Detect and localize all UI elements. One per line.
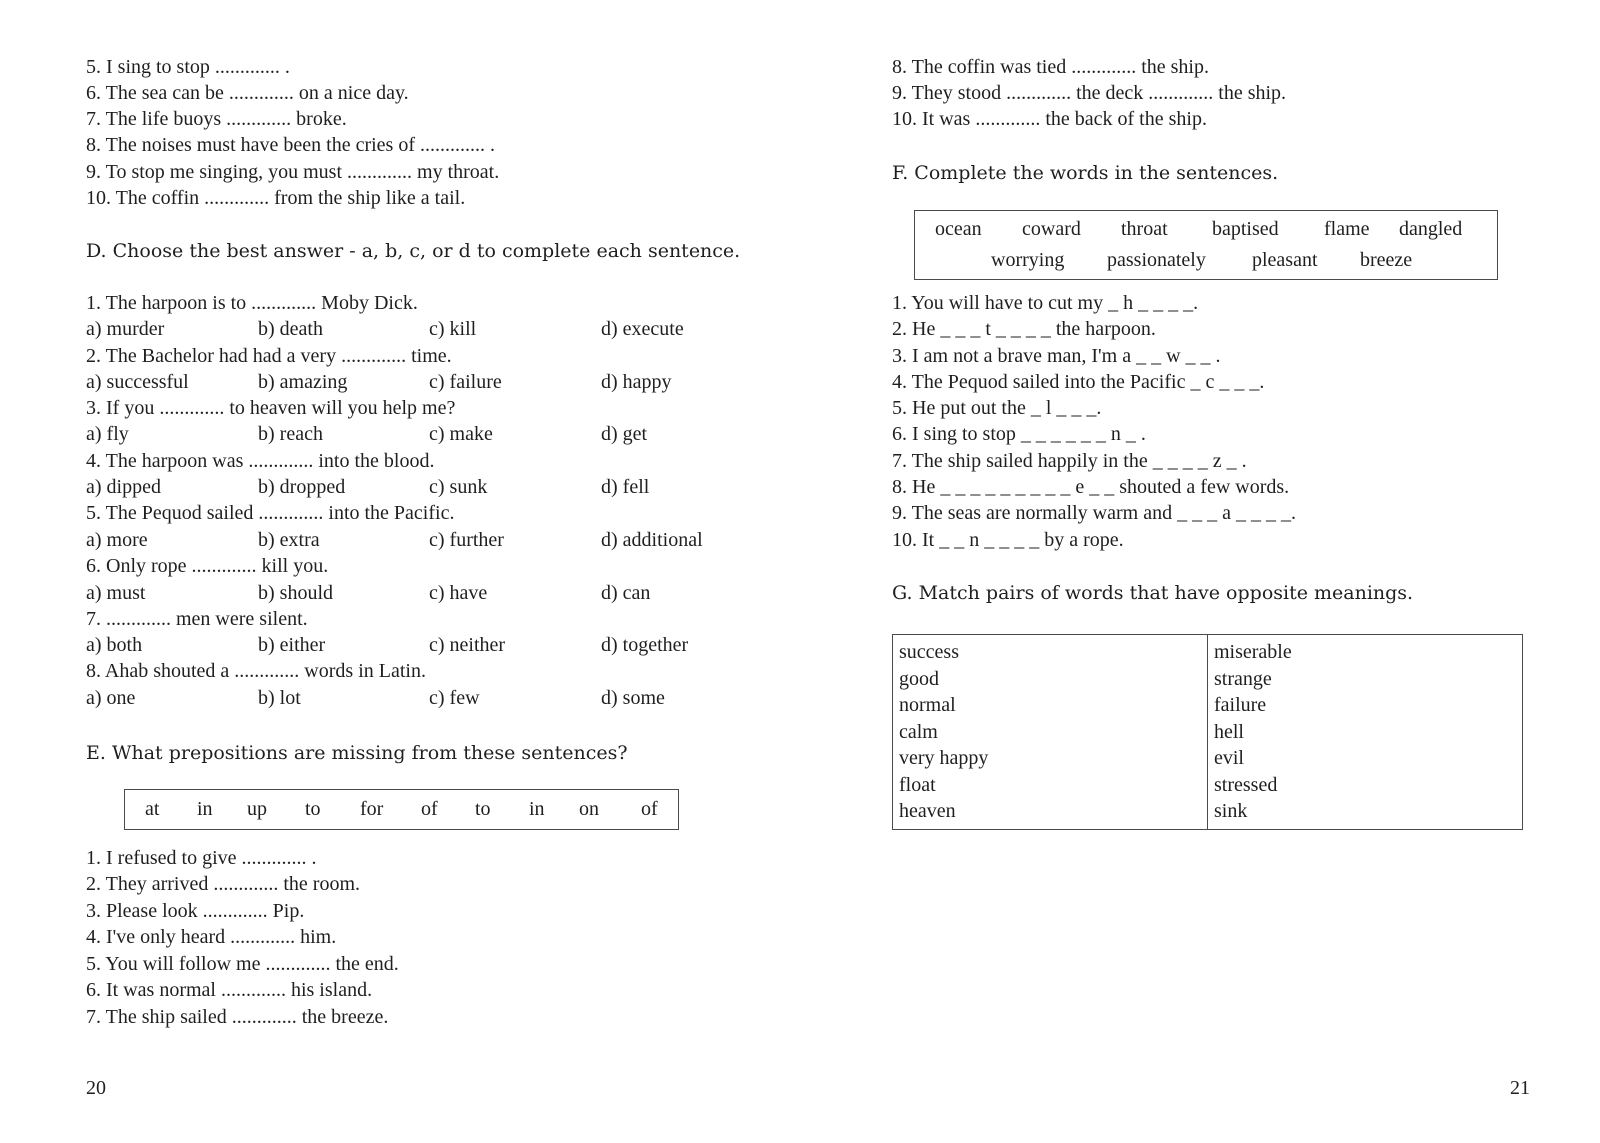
option-b: b) amazing <box>258 371 348 393</box>
option-a: a) more <box>86 529 148 551</box>
exercise-c-item-7: 7. The life buoys ............. broke. <box>86 108 347 130</box>
page-number-right: 21 <box>1510 1077 1530 1099</box>
box-word: worrying <box>991 249 1065 271</box>
option-b: b) lot <box>258 687 301 709</box>
question-text: 2. The Bachelor had had a very ............. time. <box>86 345 452 367</box>
word-item: failure <box>1214 694 1267 716</box>
option-b: b) dropped <box>258 476 346 498</box>
box-word: baptised <box>1212 218 1279 240</box>
box-word: to <box>305 798 321 820</box>
word-item: very happy <box>899 747 989 769</box>
option-d: d) together <box>601 634 689 656</box>
exercise-e-item-9: 9. They stood ............. the deck ............. the ship. <box>892 82 1287 104</box>
exercise-f-item-9: 9. The seas are normally warm and _ _ _ a _ _ _ _. <box>892 502 1296 524</box>
option-a: a) murder <box>86 318 165 340</box>
option-d: d) happy <box>601 371 672 393</box>
box-word: at <box>145 798 160 820</box>
question-text: 6. Only rope ............. kill you. <box>86 555 329 577</box>
section-d-heading: D. Choose the best answer - a, b, c, or d to complete each sentence. <box>86 240 741 262</box>
option-c: c) kill <box>429 318 477 340</box>
exercise-f-item-3: 3. I am not a brave man, I'm a _ _ w _ _ . <box>892 345 1221 367</box>
vocabulary-word-box <box>914 210 1498 280</box>
exercise-e-item-6: 6. It was normal ............. his island. <box>86 979 373 1001</box>
box-word: breeze <box>1360 249 1413 271</box>
exercise-f-item-8: 8. He _ _ _ _ _ _ _ _ _ e _ _ shouted a few words. <box>892 476 1290 498</box>
option-a: a) must <box>86 582 146 604</box>
option-a: a) one <box>86 687 136 709</box>
word-item: calm <box>899 720 938 743</box>
section-f-heading: F. Complete the words in the sentences. <box>892 162 1279 184</box>
option-b: b) extra <box>258 529 320 551</box>
box-word: in <box>529 798 545 820</box>
word-item: sink <box>1214 800 1248 822</box>
box-word: of <box>421 798 438 820</box>
option-c: c) neither <box>429 634 506 656</box>
word-item: evil <box>1214 747 1244 769</box>
option-b: b) death <box>258 318 323 340</box>
word-item: good <box>899 667 939 690</box>
exercise-e-item-5: 5. You will follow me ............. the end. <box>86 953 399 975</box>
exercise-f-item-6: 6. I sing to stop _ _ _ _ _ _ n _ . <box>892 423 1146 445</box>
option-b: b) either <box>258 634 326 656</box>
box-word: passionately <box>1107 249 1206 271</box>
word-item: normal <box>899 694 956 716</box>
box-word: of <box>641 798 658 820</box>
option-c: c) further <box>429 529 504 551</box>
word-item: success <box>899 641 959 663</box>
exercise-c-item-5: 5. I sing to stop ............. . <box>86 56 290 78</box>
box-word: for <box>360 798 384 820</box>
box-word: flame <box>1324 218 1370 240</box>
opposites-table <box>892 634 1523 830</box>
box-word: coward <box>1022 218 1081 240</box>
opposites-right-column <box>1208 635 1523 830</box>
option-d: d) fell <box>601 476 650 498</box>
word-item: strange <box>1214 667 1272 690</box>
option-c: c) have <box>429 582 488 604</box>
box-word: throat <box>1121 218 1168 240</box>
box-word: pleasant <box>1252 249 1318 271</box>
option-c: c) failure <box>429 371 502 393</box>
word-item: miserable <box>1214 641 1292 663</box>
word-item: float <box>899 773 936 796</box>
question-text: 5. The Pequod sailed ............. into the Pacific. <box>86 502 455 524</box>
box-word: dangled <box>1399 218 1463 240</box>
exercise-e-item-10: 10. It was ............. the back of the ship. <box>892 108 1207 130</box>
question-text: 7. ............. men were silent. <box>86 608 308 630</box>
question-text: 1. The harpoon is to ............. Moby Dick. <box>86 292 418 314</box>
exercise-c-item-10: 10. The coffin ............. from the ship like a tail. <box>86 187 466 209</box>
preposition-word-box <box>124 789 679 830</box>
exercise-c-item-9: 9. To stop me singing, you must ............. my throat. <box>86 161 500 183</box>
exercise-e-item-2: 2. They arrived ............. the room. <box>86 873 361 895</box>
exercise-e-item-1: 1. I refused to give ............. . <box>86 847 317 869</box>
option-b: b) reach <box>258 423 323 445</box>
section-g-heading: G. Match pairs of words that have opposite meanings. <box>892 582 1414 604</box>
opposites-left-column <box>893 635 1208 830</box>
option-d: d) get <box>601 423 648 445</box>
option-c: c) sunk <box>429 476 488 498</box>
exercise-c-item-8: 8. The noises must have been the cries of ............. . <box>86 134 495 156</box>
exercise-f-item-4: 4. The Pequod sailed into the Pacific _ c _ _ _. <box>892 371 1265 393</box>
word-item: hell <box>1214 720 1244 743</box>
option-a: a) fly <box>86 423 129 445</box>
exercise-f-item-7: 7. The ship sailed happily in the _ _ _ _ z _ . <box>892 450 1247 472</box>
exercise-e-item-4: 4. I've only heard ............. him. <box>86 926 337 948</box>
exercise-f-item-10: 10. It _ _ n _ _ _ _ by a rope. <box>892 529 1124 551</box>
option-a: a) both <box>86 634 143 656</box>
exercise-e-item-7: 7. The ship sailed ............. the breeze. <box>86 1006 389 1028</box>
word-item: heaven <box>899 800 956 822</box>
page-number-left: 20 <box>86 1077 106 1099</box>
option-c: c) few <box>429 687 480 709</box>
box-word: in <box>197 798 213 820</box>
section-e-heading: E. What prepositions are missing from these sentences? <box>86 742 628 764</box>
exercise-f-item-5: 5. He put out the _ l _ _ _. <box>892 397 1102 419</box>
box-word: on <box>579 798 599 820</box>
question-text: 3. If you ............. to heaven will you help me? <box>86 397 456 419</box>
option-a: a) successful <box>86 371 189 393</box>
option-d: d) execute <box>601 318 684 340</box>
box-word: up <box>247 798 267 820</box>
option-b: b) should <box>258 582 333 604</box>
exercise-f-item-1: 1. You will have to cut my _ h _ _ _ _. <box>892 292 1199 314</box>
option-c: c) make <box>429 423 493 445</box>
exercise-f-item-2: 2. He _ _ _ t _ _ _ _ the harpoon. <box>892 318 1156 340</box>
box-word: ocean <box>935 218 982 240</box>
question-text: 8. Ahab shouted a ............. words in Latin. <box>86 660 426 682</box>
word-item: stressed <box>1214 773 1278 796</box>
exercise-c-item-6: 6. The sea can be ............. on a nice day. <box>86 82 409 104</box>
option-d: d) additional <box>601 529 703 551</box>
option-a: a) dipped <box>86 476 161 498</box>
question-text: 4. The harpoon was ............. into the blood. <box>86 450 435 472</box>
box-word: to <box>475 798 491 820</box>
option-d: d) some <box>601 687 665 709</box>
exercise-e-item-8: 8. The coffin was tied ............. the ship. <box>892 56 1209 78</box>
exercise-e-item-3: 3. Please look ............. Pip. <box>86 900 305 922</box>
option-d: d) can <box>601 582 651 604</box>
